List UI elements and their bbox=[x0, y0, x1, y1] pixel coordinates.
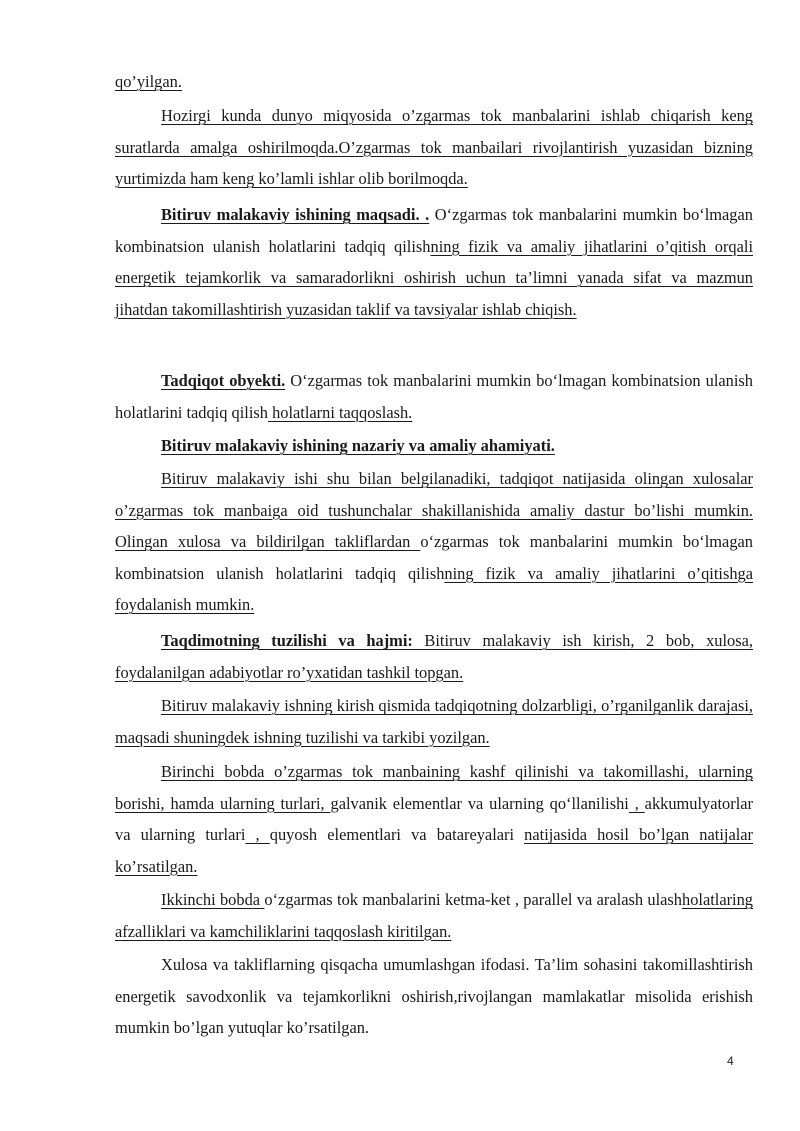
text-span: holatlarni taqqoslash. bbox=[267, 402, 413, 422]
text-span: Ikkinchi bobda bbox=[161, 890, 265, 909]
text-span: O‘zgarmas tok manbalarini mumkin bo‘lmagan kombinatsion ulanish holatlarini tadqiq qilish bbox=[115, 371, 754, 422]
text-span: Xulosa va takliflarning qisqacha umumlashgan ifodasi. Ta’lim sohasini takomillashtirish energetik savodxonlik va tejamkorlikni oshirish,rivojlangan mamlakatlar misolida erishish mumkin bo’lgan yutuqlar ko’rsatilgan. bbox=[115, 955, 753, 1037]
paragraph-chapter-two bbox=[115, 884, 753, 947]
section-heading-object: Tadqiqot obyekti. bbox=[161, 371, 286, 390]
text-span: Bitiruv malakaviy ishi shu bilan belgilanadiki, tadqiqot natijasida olingan xulosalar o’zgarmas tok manbaiga oid tushunchalar shakillanishida amaliy dastur bo’lishi mumkin. Olingan xulosa va bildirilgan takliflardan bbox=[115, 469, 753, 551]
paragraph-goal bbox=[115, 199, 753, 325]
text-span: ning fizik va amaliy jihatlarini o’qitishga foydalanish mumkin. bbox=[115, 563, 753, 614]
text-span: akkumulyatorlar va ularning turlari bbox=[115, 793, 753, 844]
text-span: Birinchi bobda o’zgarmas tok manbaining kashf qilinishi va takomillashi, ularning borishi, hamda ularning turlari, bbox=[115, 762, 753, 813]
paragraph-chapter-one bbox=[115, 756, 753, 882]
text-span: qo’yilgan. bbox=[115, 72, 182, 91]
section-heading-structure: Taqdimotning tuzilishi va hajmi: bbox=[161, 631, 413, 650]
page-number: 4 bbox=[727, 1054, 734, 1068]
text-span: Bitiruv malakaviy ishning kirish qismida tadqiqotning dolzarbligi, o’rganilganlik darajasi, maqsadi shuningdek ishning tuzilishi va tarkibi yozilgan. bbox=[115, 696, 753, 747]
text-span: natijasida hosil bo’lgan natijalar ko’rsatilgan. bbox=[115, 825, 754, 876]
paragraph-continuation bbox=[115, 66, 753, 98]
text-span: , bbox=[245, 825, 270, 844]
paragraph-structure bbox=[115, 625, 753, 688]
text-span: galvanik elementlar va ularning qo‘llanilishi bbox=[330, 793, 629, 813]
text-span: Hozirgi kunda dunyo miqyosida o’zgarmas tok manbalarini ishlab chiqarish keng suratlarda amalga oshirilmoqda.O’zgarmas tok manbailari rivojlantirish yuzasidan bizning yurtimizda ham keng ko’lamli ishlar olib borilmoqda. bbox=[115, 106, 753, 188]
text-span: holatlaring afzalliklari va kamchiliklarini taqqoslash kiritilgan. bbox=[115, 890, 754, 941]
section-heading-significance: Bitiruv malakaviy ishining nazariy va amaliy ahamiyati. bbox=[161, 436, 555, 455]
paragraph-significance bbox=[115, 463, 753, 621]
text-span: o‘zgarmas tok manbalarini ketma-ket , parallel va aralash ulash bbox=[264, 890, 682, 909]
text-span: o‘zgarmas tok manbalarini mumkin bo‘lmagan kombinatsion ulanish holatlarini tadqiq qilish bbox=[115, 532, 753, 583]
text-span: ning fizik va amaliy jihatlarini o’qitish orqali energetik tejamkorlik va samaradorlikni oshirish uchun ta’limni yanada sifat va mazmun jihatdan takomillashtirish yuzasidan taklif va tavsiyalar ishlab chiqish. bbox=[115, 236, 753, 319]
paragraph-current-state bbox=[115, 100, 753, 195]
text-span: Bitiruv malakaviy ish kirish, 2 bob, xulosa, foydalanilgan adabiyotlar ro’yxatidan tashkil topgan. bbox=[115, 631, 753, 682]
section-heading-goal: Bitiruv malakaviy ishining maqsadi. . bbox=[161, 205, 430, 224]
text-span: , bbox=[628, 793, 645, 813]
paragraph-research-object bbox=[115, 365, 753, 428]
paragraph-introduction bbox=[115, 690, 753, 753]
paragraph-significance-heading bbox=[115, 430, 753, 462]
paragraph-conclusion bbox=[115, 949, 753, 1044]
text-span: quyosh elementlari va batareyalari bbox=[269, 825, 525, 844]
text-span: O‘zgarmas tok manbalarini mumkin bo‘lmagan kombinatsion ulanish holatlarini tadqiq qilish bbox=[115, 205, 753, 256]
